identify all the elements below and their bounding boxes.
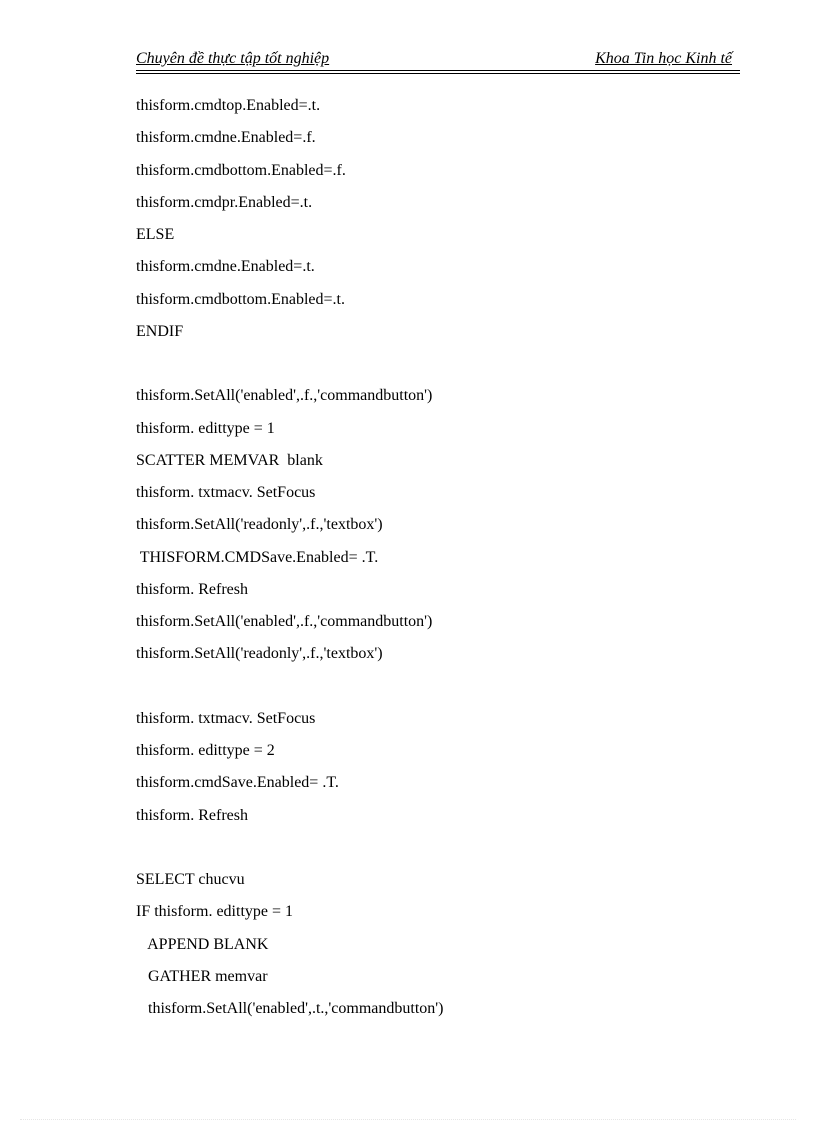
code-line: SELECT chucvu	[136, 871, 245, 888]
code-line: ENDIF	[136, 322, 184, 340]
code-block	[136, 94, 736, 1029]
code-line: thisform. txtmacv. SetFocus	[136, 709, 316, 727]
code-line: IF thisform. edittype = 1	[136, 903, 294, 921]
header-left-title: Chuyên đề thực tập tốt nghiệp	[136, 50, 330, 67]
code-line	[136, 836, 736, 868]
code-line: thisform.SetAll('readonly',.f.,'textbox')	[136, 516, 383, 534]
code-line: thisform. Refresh	[136, 806, 248, 824]
code-line: thisform.SetAll('enabled',.f.,'commandbutton')	[136, 387, 433, 405]
page-header	[136, 48, 740, 71]
code-line: thisform.cmdtop.Enabled=.t.	[136, 97, 321, 114]
code-line: thisform.SetAll('enabled',.f.,'commandbutton')	[136, 613, 433, 630]
code-line	[136, 352, 736, 384]
code-line: thisform.cmdSave.Enabled= .T.	[136, 774, 339, 792]
code-line: thisform.cmdpr.Enabled=.t.	[136, 193, 313, 211]
code-line: GATHER memvar	[136, 967, 268, 985]
code-line: APPEND BLANK	[136, 935, 269, 953]
code-line: thisform.cmdbottom.Enabled=.f.	[136, 161, 346, 179]
code-line: thisform. edittype = 2	[136, 742, 275, 759]
code-line: thisform. txtmacv. SetFocus	[136, 484, 316, 501]
code-line: thisform. edittype = 1	[136, 419, 275, 437]
code-line: thisform.SetAll('readonly',.f.,'textbox')	[136, 645, 383, 663]
code-line: thisform. Refresh	[136, 580, 248, 598]
code-line	[136, 675, 736, 707]
code-line: thisform.cmdbottom.Enabled=.t.	[136, 290, 345, 308]
code-line: thisform.SetAll('enabled',.t.,'commandbutton')	[136, 1000, 444, 1017]
code-line: THISFORM.CMDSave.Enabled= .T.	[136, 548, 379, 566]
code-line: SCATTER MEMVAR blank	[136, 451, 323, 469]
header-right-title: Khoa Tin học Kinh tế	[595, 50, 732, 67]
footer-divider	[20, 1119, 796, 1120]
code-line: thisform.cmdne.Enabled=.t.	[136, 258, 315, 276]
code-line: thisform.cmdne.Enabled=.f.	[136, 129, 316, 147]
code-line: ELSE	[136, 226, 175, 243]
